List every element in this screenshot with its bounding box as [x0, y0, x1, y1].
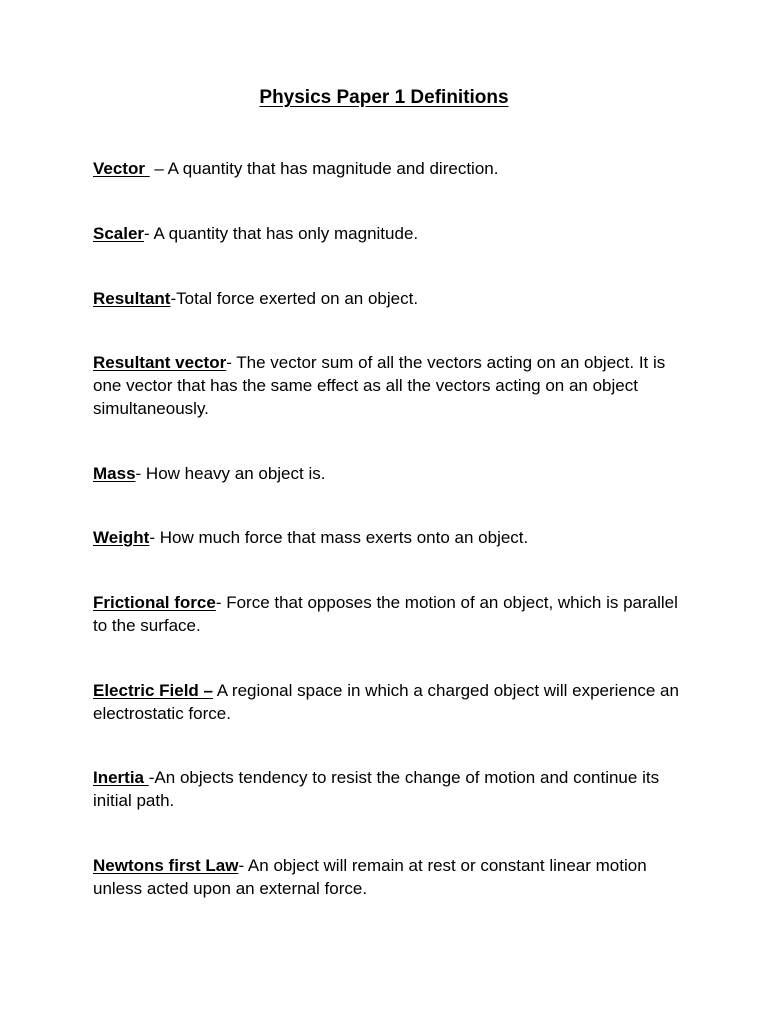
separator: -	[144, 224, 154, 243]
definition-text: An objects tendency to resist the change of motion and continue its initial path.	[93, 768, 660, 810]
term-inertia: Inertia	[93, 768, 149, 787]
definition-text: A regional space in which a charged object will experience an electrostatic force.	[93, 681, 679, 723]
definition-text: Force that opposes the motion of an object, which is parallel to the surface.	[93, 593, 678, 635]
definition-text: How much force that mass exerts onto an object.	[159, 528, 529, 547]
separator: -	[135, 464, 146, 483]
definition-entry-scaler	[93, 222, 693, 245]
definition-entry-frictional-force	[93, 591, 693, 637]
term-mass: Mass	[93, 464, 136, 483]
term-resultant-vector: Resultant vector	[93, 353, 227, 372]
term-weight: Weight	[93, 528, 150, 547]
definition-text: Total force exerted on an object.	[176, 289, 419, 308]
separator: -	[149, 528, 160, 547]
term-vector: Vector	[93, 159, 150, 178]
definition-entry-vector	[93, 157, 693, 180]
separator: -	[226, 353, 237, 372]
definition-entry-newtons-first-law	[93, 854, 693, 900]
separator: -	[238, 856, 248, 875]
document-title-text: Physics Paper 1 Definitions	[259, 87, 509, 108]
definition-text: The vector sum of all the vectors acting on an object. It is one vector that has the same effect as all the vectors acting on an object simultaneously.	[93, 353, 666, 418]
definition-text: A quantity that has only magnitude.	[153, 224, 419, 243]
definition-entry-mass	[93, 462, 693, 485]
term-newtons-first-law: Newtons first Law	[93, 856, 239, 875]
definition-entry-electric-field	[93, 679, 693, 725]
document-title	[0, 86, 768, 110]
separator: -	[148, 768, 155, 787]
definition-entry-resultant	[93, 287, 693, 310]
definition-text: An object will remain at rest or constant linear motion unless acted upon an external force.	[93, 856, 647, 898]
definition-entry-weight	[93, 526, 693, 549]
separator: -	[215, 593, 227, 612]
term-frictional-force: Frictional force	[93, 593, 216, 612]
term-resultant: Resultant	[93, 289, 171, 308]
term-scaler: Scaler	[93, 224, 145, 243]
definition-entry-resultant-vector	[93, 351, 693, 420]
term-electric-field: Electric Field –	[93, 681, 213, 700]
separator: -	[170, 289, 177, 308]
definition-text: How heavy an object is.	[145, 464, 326, 483]
definition-text: A quantity that has magnitude and direction.	[167, 159, 499, 178]
separator: –	[149, 159, 168, 178]
definition-entry-inertia	[93, 766, 693, 812]
